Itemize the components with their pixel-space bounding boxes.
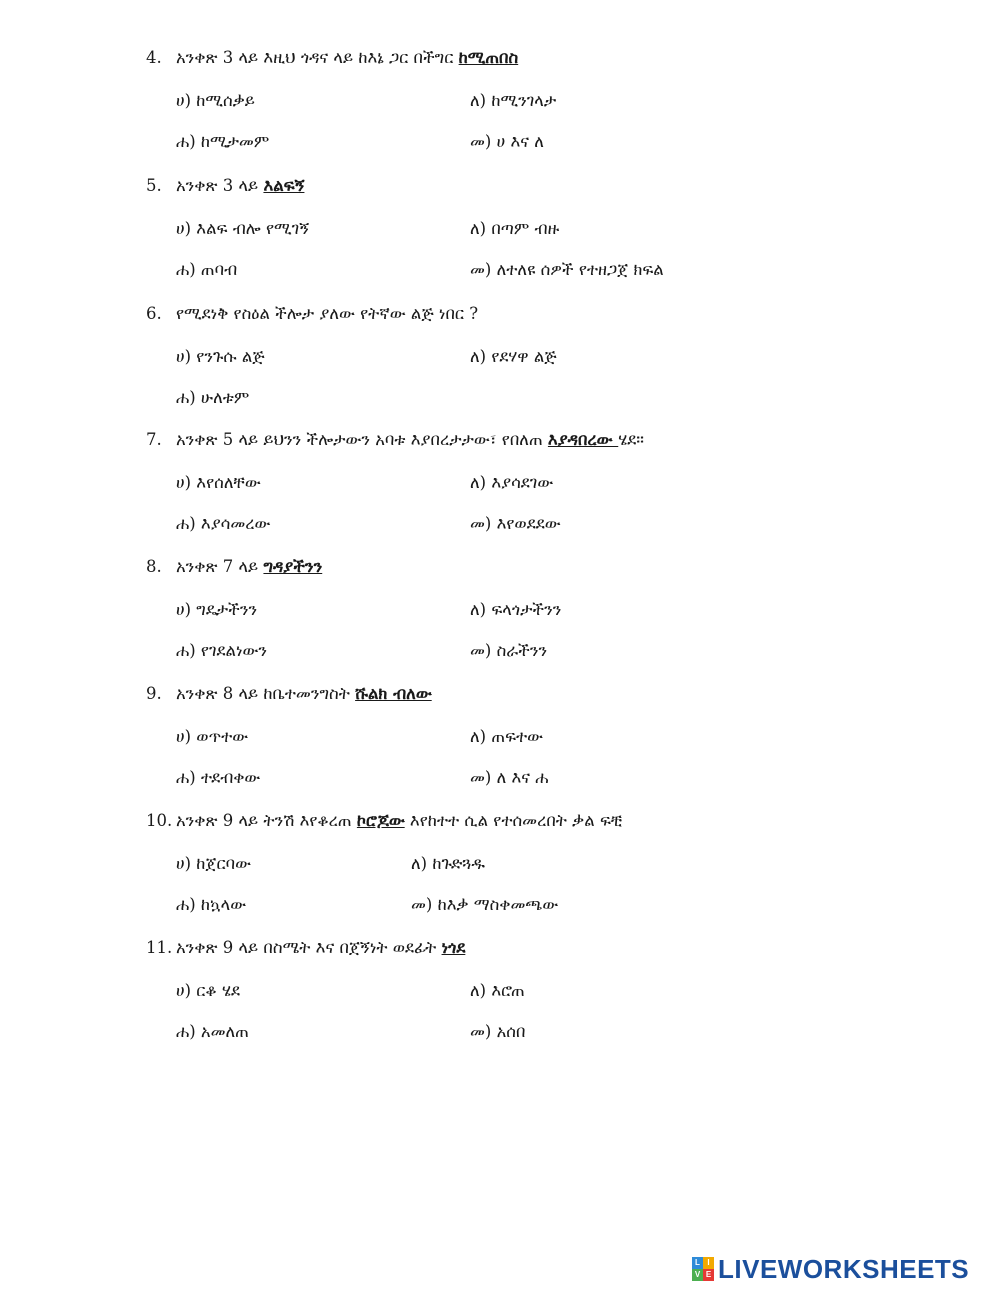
answer-option[interactable]: ሐ) አመለጠ (176, 1022, 249, 1041)
question-text: አንቀጽ 5 ላይ ይህንን ችሎታውን አባቱ እያበረታታው፣ የበለጠ (176, 430, 548, 449)
question-number: 9. (146, 684, 162, 703)
answer-option[interactable]: ሐ) የገደልነውን (176, 641, 268, 660)
question-stem (176, 938, 465, 958)
badge-letter: I (703, 1257, 714, 1269)
underlined-key-word: ኮሮጆው (356, 811, 405, 830)
badge-letter: V (692, 1269, 703, 1281)
liveworksheets-badge-icon (692, 1257, 714, 1281)
answer-option[interactable]: መ) ለ እና ሐ (470, 768, 549, 787)
question-text: አንቀጽ 9 ላይ በስሜት እና በጀኝነት ወደፊት (176, 938, 442, 957)
answer-option[interactable]: ሀ) እልፍ ብሎ የሚገኝ (176, 219, 310, 238)
question-number: 5. (146, 176, 162, 195)
underlined-key-word: ከሚጠበስ (458, 48, 519, 67)
question-stem (176, 176, 304, 196)
question-text-tail: እየከተተ ሲል የተሰመረበት ቃል ፍቺ (404, 811, 622, 830)
question-stem (176, 811, 622, 831)
answer-option[interactable]: ሀ) የንጉሱ ልጅ (176, 347, 265, 366)
answer-option[interactable]: ሀ) ከሚሰቃይ (176, 91, 255, 110)
liveworksheets-logo[interactable] (692, 1254, 969, 1284)
answer-option[interactable]: ሐ) ሁለቱም (176, 388, 250, 407)
question-text: የሚደነቅ የስዕል ችሎታ ያለው የትኛው ልጅ ነበር ? (176, 304, 479, 323)
answer-option[interactable]: ለ) እሮጠ (470, 981, 525, 1000)
badge-letter: E (703, 1269, 714, 1281)
answer-option[interactable]: መ) አሰበ (470, 1022, 526, 1041)
answer-option[interactable]: ለ) በጣም ብዙ (470, 219, 560, 238)
answer-option[interactable]: ሀ) ርቆ ሄደ (176, 981, 240, 1000)
underlined-key-word: ነጎደ (441, 938, 466, 957)
question-text-tail: ሄደ። (618, 430, 644, 449)
question-stem (176, 304, 478, 324)
answer-option[interactable]: መ) ሀ እና ለ (470, 132, 544, 151)
answer-option[interactable]: ሐ) ተደብቀው (176, 768, 261, 787)
question-stem (176, 557, 322, 577)
answer-option[interactable]: ለ) የደሃዋ ልጅ (470, 347, 557, 366)
answer-option[interactable]: ሐ) ከኳላው (176, 895, 247, 914)
answer-option[interactable]: ሐ) እያሳመረው (176, 514, 271, 533)
question-text: አንቀጽ 7 ላይ (176, 557, 264, 576)
question-stem (176, 430, 644, 450)
answer-option[interactable]: ለ) ከሚንገላታ (470, 91, 557, 110)
answer-option[interactable]: ሀ) ከጀርባው (176, 854, 251, 873)
question-text: አንቀጽ 3 ላይ (176, 176, 264, 195)
answer-option[interactable]: ሐ) ከሚታመም (176, 132, 270, 151)
question-number: 7. (146, 430, 162, 449)
answer-option[interactable]: ለ) ጠፍተው (470, 727, 543, 746)
answer-option[interactable]: መ) እየወደደው (470, 514, 561, 533)
answer-option[interactable]: ለ) ፍላጎታችንን (470, 600, 562, 619)
question-text: አንቀጽ 3 ላይ እዚህ ጎዳና ላይ ከእኔ ጋር በችግር (176, 48, 459, 67)
underlined-key-word: ሹልክ ብለው (355, 684, 432, 703)
question-stem (176, 48, 518, 68)
underlined-key-word: እልፍኝ (263, 176, 305, 195)
question-number: 11. (146, 938, 173, 957)
answer-option[interactable]: ሐ) ጠባብ (176, 260, 238, 279)
question-number: 6. (146, 304, 162, 323)
answer-option[interactable]: ለ) ከጉድጓዱ (411, 854, 485, 873)
question-number: 8. (146, 557, 162, 576)
answer-option[interactable]: ሀ) ወጥተው (176, 727, 249, 746)
question-number: 4. (146, 48, 162, 67)
logo-text: LIVEWORKSHEETS (718, 1253, 970, 1284)
answer-option[interactable]: መ) ለተለዩ ሰዎች የተዘጋጀ ክፍል (470, 260, 664, 279)
answer-option[interactable]: መ) ስራችንን (470, 641, 548, 660)
question-stem (176, 684, 432, 704)
underlined-key-word: ግዳያችንን (263, 557, 323, 576)
answer-option[interactable]: ሀ) እየሰለቸው (176, 473, 261, 492)
underlined-key-word: እያዳበረው (547, 430, 619, 449)
answer-option[interactable]: ለ) እያሳደገው (470, 473, 554, 492)
answer-option[interactable]: መ) ከእቃ ማስቀመጫው (411, 895, 559, 914)
badge-letter: L (692, 1257, 703, 1269)
question-number: 10. (146, 811, 173, 830)
question-text: አንቀጽ 8 ላይ ከቤተመንግስት (176, 684, 356, 703)
answer-option[interactable]: ሀ) ግዴታችንን (176, 600, 258, 619)
question-text: አንቀጽ 9 ላይ ትንሽ እየቆረጠ (176, 811, 357, 830)
